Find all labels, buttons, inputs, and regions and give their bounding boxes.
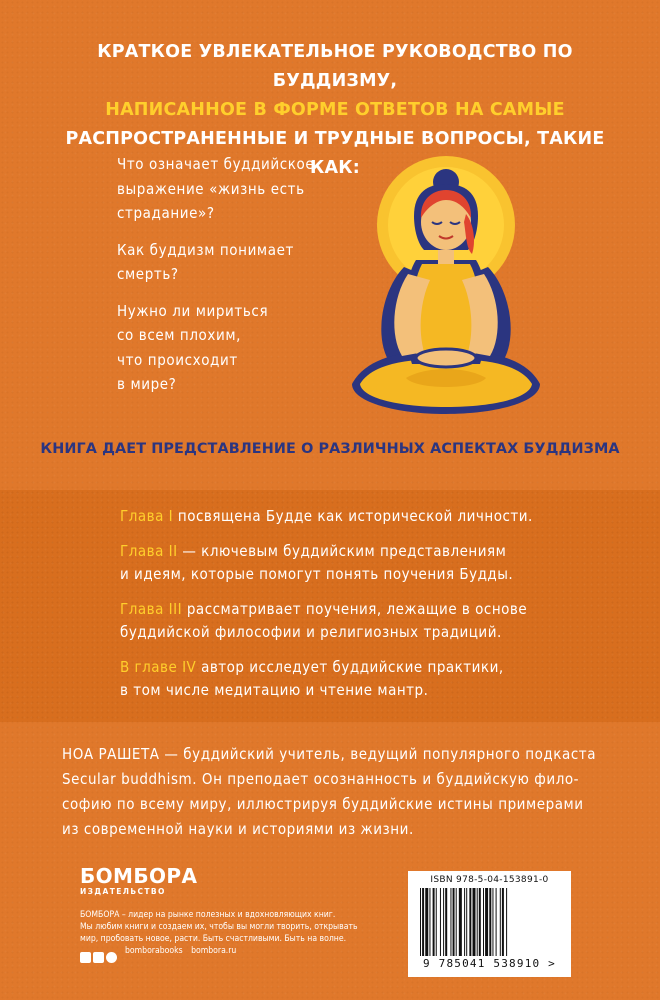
question-3 bbox=[117, 299, 337, 397]
barcode-bar bbox=[500, 888, 501, 956]
barcode-bar bbox=[489, 888, 491, 956]
publisher-text-line: Мы любим книги и создаем их, чтобы вы могли творить, открывать bbox=[80, 922, 358, 932]
barcode-bar bbox=[473, 888, 476, 956]
publisher-description bbox=[80, 909, 400, 945]
question-line: Нужно ли мириться bbox=[117, 301, 269, 320]
chapter-1 bbox=[120, 505, 620, 529]
chapter-text: посвящена Будде как исторической личности. bbox=[173, 507, 533, 525]
chapter-3 bbox=[120, 598, 620, 645]
intro-line-3: РАСПРОСТРАНЕННЫЕ И ТРУДНЫЕ ВОПРОСЫ, ТАКИЕ КАК: bbox=[65, 129, 605, 178]
chapter-text: — ключевым буддийским представлениям bbox=[177, 541, 507, 560]
barcode-bar bbox=[456, 888, 457, 956]
publisher-text-line: мир, пробовать новое, расти. Быть счастливыми. Быть на волне. bbox=[80, 934, 347, 944]
question-1 bbox=[117, 152, 337, 226]
barcode-bar bbox=[502, 888, 504, 956]
social-handle[interactable]: bomborabooks bbox=[125, 946, 183, 956]
chapter-text: буддийской философии и религиозных традиций. bbox=[120, 623, 502, 641]
question-line: Как буддизм понимает bbox=[117, 240, 294, 259]
barcode-bar bbox=[506, 888, 507, 956]
questions-list bbox=[117, 152, 337, 409]
social-icons bbox=[80, 947, 119, 959]
chapter-label: Глава III bbox=[120, 599, 183, 618]
barcode-bar bbox=[420, 888, 421, 956]
barcode-bar bbox=[479, 888, 481, 956]
publisher-logo: БОМБОРА bbox=[80, 864, 198, 888]
social-links bbox=[125, 946, 236, 956]
chapter-label: Глава I bbox=[120, 507, 174, 525]
question-line: со всем плохим, bbox=[117, 326, 242, 344]
author-line: из современной науки и историями из жизни. bbox=[62, 820, 414, 838]
barcode-bar bbox=[466, 888, 467, 956]
barcode-bar bbox=[429, 888, 430, 956]
chapter-text: и идеям, которые помогут понять поучения Будды. bbox=[120, 565, 514, 583]
question-line: смерть? bbox=[117, 265, 179, 283]
barcode-bar bbox=[485, 888, 488, 956]
meditating-woman-illustration bbox=[346, 152, 546, 424]
question-line: в мире? bbox=[117, 375, 177, 393]
intro-line-2: НАПИСАННОЕ В ФОРМЕ ОТВЕТОВ НА САМЫЕ bbox=[105, 100, 565, 120]
barcode-bars bbox=[418, 888, 561, 956]
publisher-site[interactable]: bombora.ru bbox=[191, 946, 237, 956]
barcode-bar bbox=[477, 888, 478, 956]
chapter-label: Глава II bbox=[120, 541, 178, 560]
question-2 bbox=[117, 238, 337, 287]
barcode-bar bbox=[450, 888, 451, 956]
barcode-bar bbox=[422, 888, 424, 956]
isbn-number: ISBN 978-5-04-153891-0 bbox=[430, 875, 549, 885]
publisher-text-line: БОМБОРА – лидер на рынке полезных и вдохновляющих книг. bbox=[80, 910, 336, 920]
barcode-bar bbox=[445, 888, 447, 956]
author-line: софию по всему миру, иллюстрируя буддийские истины примерами bbox=[62, 795, 584, 813]
barcode-bar bbox=[464, 888, 465, 956]
chapter-text: рассматривает поучения, лежащие в основе bbox=[182, 599, 528, 618]
author-line: Secular buddhism. Он преподает осознанность и буддийскую фило- bbox=[62, 770, 580, 788]
barcode-bar bbox=[483, 888, 484, 956]
author-line: НОА РАШЕТА — буддийский учитель, ведущий популярного подкаста bbox=[62, 745, 597, 763]
question-line: страдание»? bbox=[117, 204, 215, 222]
vk-icon[interactable] bbox=[93, 952, 104, 963]
isbn-barcode bbox=[408, 871, 571, 977]
barcode-bar bbox=[440, 888, 441, 956]
barcode-bar bbox=[425, 888, 428, 956]
question-line: что происходит bbox=[117, 350, 238, 369]
instagram-icon[interactable] bbox=[106, 952, 117, 963]
barcode-bar bbox=[459, 888, 462, 956]
chapter-text: в том числе медитацию и чтение мантр. bbox=[120, 681, 429, 699]
publisher-subtitle: ИЗДАТЕЛЬСТВО bbox=[80, 887, 166, 896]
chapters-list bbox=[120, 505, 620, 714]
chapter-2 bbox=[120, 540, 620, 587]
chapter-text: автор исследует буддийские практики, bbox=[196, 657, 504, 676]
facebook-icon[interactable] bbox=[80, 952, 91, 963]
chapter-label: В главе IV bbox=[120, 657, 197, 676]
question-line: выражение «жизнь есть bbox=[117, 179, 305, 198]
barcode-bar bbox=[492, 888, 493, 956]
barcode-bar bbox=[453, 888, 455, 956]
question-line: Что означает буддийское bbox=[117, 155, 315, 173]
chapter-4 bbox=[120, 656, 620, 703]
barcode-bar bbox=[436, 888, 437, 956]
barcode-bar bbox=[496, 888, 497, 956]
barcode-bar bbox=[443, 888, 444, 956]
barcode-digits: 9 785041 538910 > bbox=[423, 957, 556, 970]
barcode-bar bbox=[469, 888, 471, 956]
intro-line-1: КРАТКОЕ УВЛЕКАТЕЛЬНОЕ РУКОВОДСТВО ПО БУДДИЗМУ, bbox=[97, 42, 573, 91]
barcode-bar bbox=[433, 888, 435, 956]
aspects-heading: КНИГА ДАЕТ ПРЕДСТАВЛЕНИЕ О РАЗЛИЧНЫХ АСПЕКТАХ БУДДИЗМА bbox=[40, 441, 620, 457]
author-bio bbox=[62, 742, 622, 842]
